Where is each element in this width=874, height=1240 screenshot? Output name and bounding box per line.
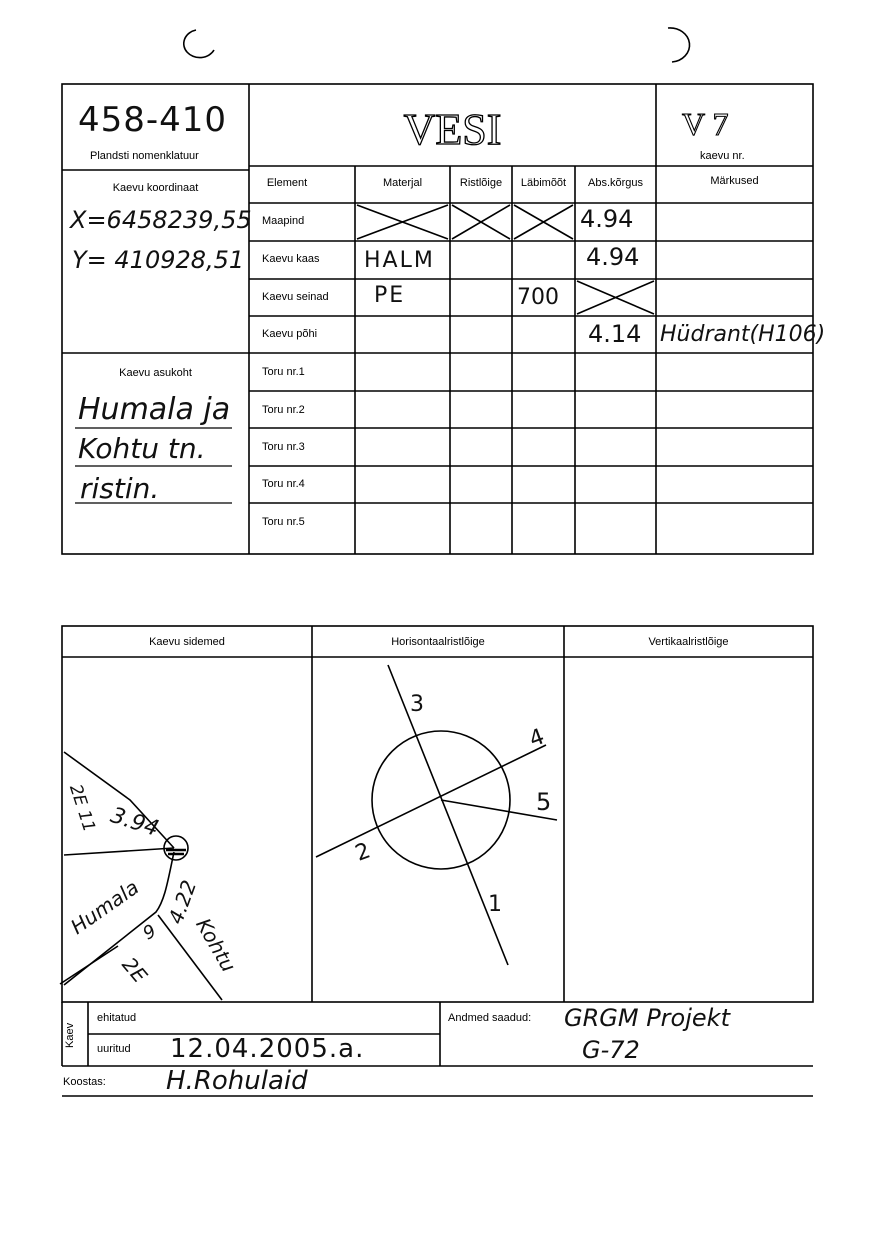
- section-horizontal-title: Horisontaalristlõige: [391, 636, 485, 648]
- header-material: Materjal: [382, 177, 423, 189]
- source-label: Andmed saadud:: [448, 1012, 532, 1024]
- source-value: GRGM Projekt: [564, 1004, 730, 1032]
- pipe-line-2-4: [316, 745, 546, 857]
- cell-abs-height: 4.94: [586, 243, 640, 271]
- row-label: Toru nr.2: [262, 404, 305, 416]
- section-links-title: Kaevu sidemed: [149, 636, 225, 648]
- cell-material: HALM: [364, 248, 435, 273]
- street-name-label: Kohtu: [191, 914, 241, 977]
- coordinates-label: Kaevu koordinaat: [112, 182, 199, 194]
- row-label: Kaevu põhi: [262, 328, 318, 340]
- pipe-label: 2: [352, 838, 374, 867]
- location-line-3: ristin.: [80, 472, 160, 505]
- row-label: Kaevu kaas: [262, 253, 320, 265]
- location-line-1: Humala ja: [78, 392, 231, 427]
- cell-abs-height: 4.14: [588, 320, 642, 348]
- coordinate-x: X=6458239,55: [70, 206, 252, 234]
- well-number: V 7: [682, 106, 729, 142]
- compiled-label: Koostas:: [63, 1076, 106, 1088]
- surveyed-date: 12.04.2005.a.: [170, 1034, 365, 1064]
- row-label: Kaevu seinad: [262, 291, 329, 303]
- page-title: VESI: [403, 105, 502, 154]
- cell-material: PE: [374, 283, 406, 308]
- section-vertical-title: Vertikaalristlõige: [648, 636, 729, 648]
- pipe-label: 1: [488, 892, 502, 917]
- built-label: ehitatud: [97, 1012, 137, 1024]
- punch-hole-right: [668, 28, 690, 62]
- header-abs-height: Abs.kõrgus: [587, 177, 644, 189]
- row-label: Maapind: [262, 215, 305, 227]
- cell-remarks: Hüdrant(H106): [660, 322, 826, 347]
- row-label: Toru nr.3: [262, 441, 305, 453]
- distance-label: 3.94: [107, 803, 162, 842]
- street-name-label: Humala: [66, 875, 144, 939]
- compiled-value: H.Rohulaid: [166, 1066, 308, 1096]
- house-number-label: 2E: [117, 952, 153, 988]
- header-element: Element: [266, 177, 308, 189]
- horizontal-cross-section: [316, 665, 557, 965]
- house-number-label: 2E 11: [64, 782, 100, 835]
- surveyed-label: uuritud: [97, 1043, 131, 1055]
- row-label: Toru nr.4: [262, 478, 305, 490]
- house-number-label: 9: [139, 920, 160, 945]
- location-line-2: Kohtu tn.: [78, 432, 206, 465]
- row-label: Toru nr.1: [262, 366, 305, 378]
- pipe-line-1-3: [388, 665, 508, 965]
- cell-abs-height: 4.94: [580, 205, 634, 233]
- cell-diameter: 700: [517, 285, 559, 310]
- pipe-label: 4: [526, 724, 548, 753]
- pipe-label: 3: [410, 692, 424, 717]
- source-value: G-72: [582, 1036, 640, 1064]
- distance-label: 4.22: [163, 876, 202, 928]
- location-label: Kaevu asukoht: [119, 367, 192, 379]
- footer-side-label: Kaev: [64, 1022, 76, 1048]
- header-cross-section: Ristlõige: [459, 177, 503, 189]
- coordinate-y: Y= 410928,51: [72, 246, 245, 274]
- sheet-number: 458-410: [78, 100, 228, 140]
- pipe-label: 5: [536, 788, 552, 816]
- row-label: Toru nr.5: [262, 516, 305, 528]
- header-remarks: Märkused: [710, 175, 759, 187]
- header-diameter: Läbimõõt: [520, 177, 567, 189]
- punch-hole-left: [184, 30, 214, 58]
- sheet-caption: Plandsti nomenklatuur: [90, 150, 199, 162]
- well-caption: kaevu nr.: [700, 150, 745, 162]
